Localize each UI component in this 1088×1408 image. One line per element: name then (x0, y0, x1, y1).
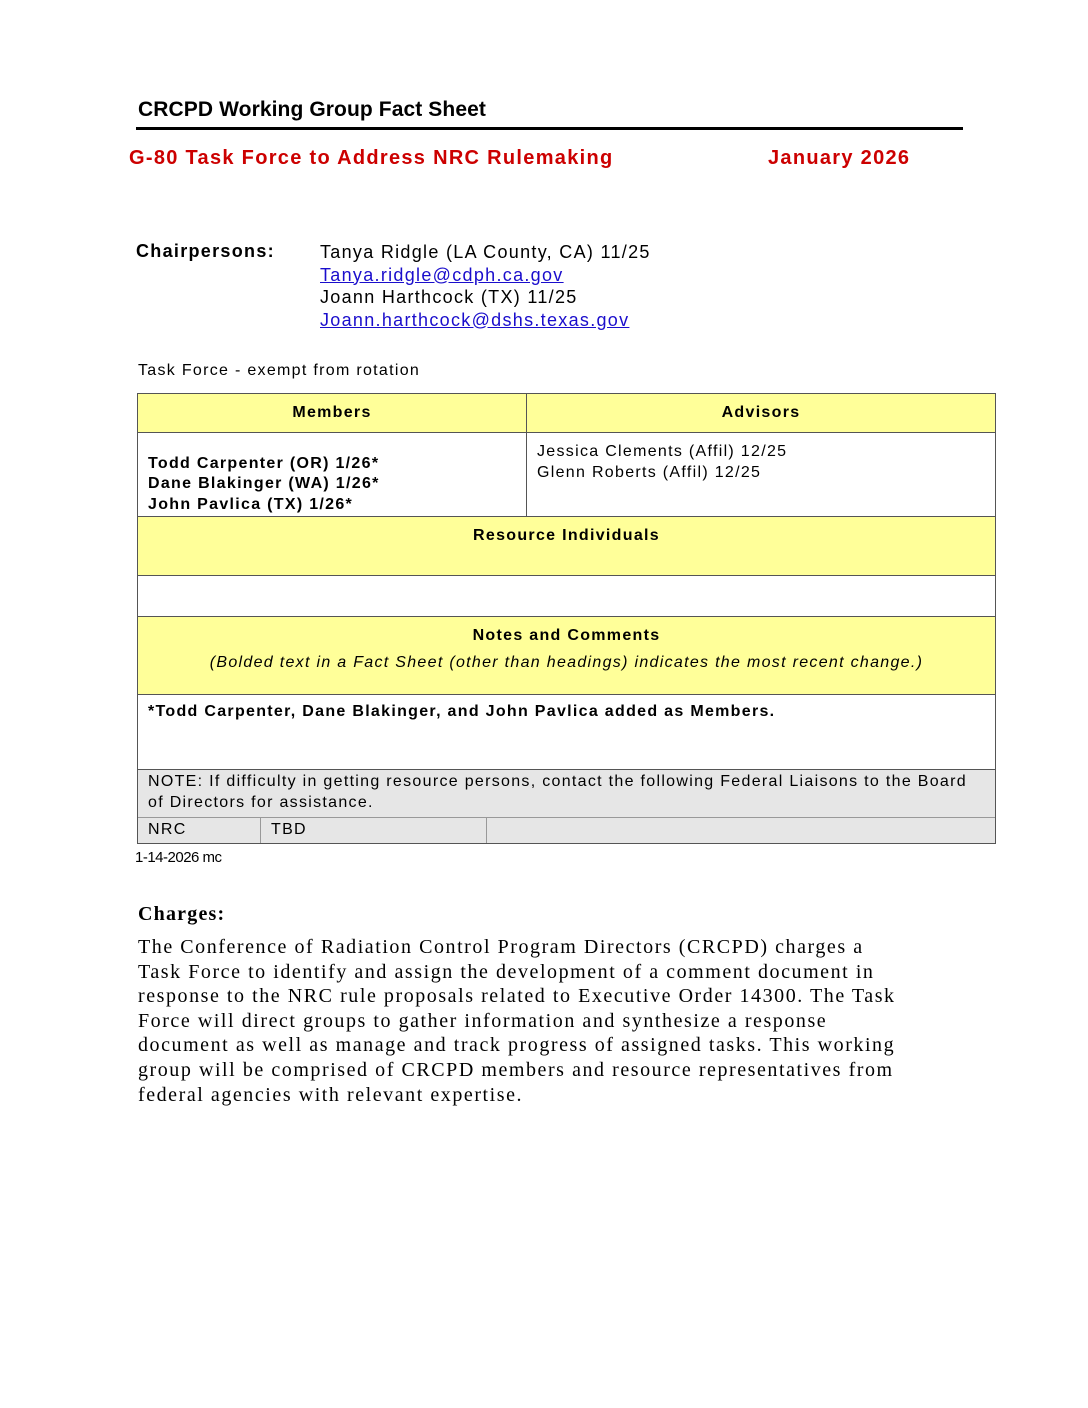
fact-sheet-title: CRCPD Working Group Fact Sheet (138, 98, 486, 121)
revision-date: 1-14-2026 mc (135, 849, 222, 866)
chairperson-name: Tanya Ridgle (LA County, CA) 11/25 (320, 242, 651, 262)
resource-individuals-cell (138, 576, 996, 617)
chairpersons-list (320, 241, 651, 331)
charges-line: document as well as manage and track progress of assigned tasks. This working (138, 1034, 896, 1057)
charges-paragraph (138, 935, 968, 1107)
charges-line: Task Force to identify and assign the development of a comment document in (138, 960, 875, 983)
member-entry: John Pavlica (TX) 1/26* (148, 495, 354, 513)
members-header: Members (138, 394, 527, 433)
advisor-entry: Jessica Clements (Affil) 12/25 (537, 443, 788, 460)
charges-line: Force will direct groups to gather information and synthesize a response (138, 1009, 828, 1032)
header-divider (136, 127, 963, 130)
charges-heading: Charges: (138, 903, 226, 925)
chairperson-email-link[interactable]: Tanya.ridgle@cdph.ca.gov (320, 264, 564, 285)
advisors-list (527, 433, 996, 517)
charges-line: response to the NRC rule proposals related to Executive Order 14300. The Task (138, 985, 896, 1008)
advisors-header: Advisors (527, 394, 996, 433)
charges-line: The Conference of Radiation Control Program Directors (CRCPD) charges a (138, 936, 864, 958)
advisor-entry: Glenn Roberts (Affil) 12/25 (537, 463, 762, 481)
chairperson-email-link[interactable]: Joann.harthcock@dshs.texas.gov (320, 309, 630, 330)
resource-individuals-header: Resource Individuals (138, 517, 996, 576)
liaison-name: TBD (261, 818, 487, 843)
notes-header-cell (138, 617, 996, 695)
member-entry: Dane Blakinger (WA) 1/26* (148, 475, 380, 492)
liaison-note: NOTE: If difficulty in getting resource persons, contact the following Federal Liaisons to the Board of Directors for assistance. (148, 773, 967, 811)
task-force-title: G-80 Task Force to Address NRC Rulemaking (129, 147, 614, 169)
notes-header: Notes and Comments (472, 627, 661, 644)
members-list (138, 433, 527, 517)
liaison-cell (138, 770, 996, 844)
charges-line: federal agencies with relevant expertise. (138, 1083, 524, 1106)
notes-subheader: (Bolded text in a Fact Sheet (other than headings) indicates the most recent change.) (209, 654, 924, 671)
charges-line: group will be comprised of CRCPD members and resource representatives from (138, 1058, 894, 1081)
liaison-extra (487, 818, 507, 843)
liaison-row (138, 817, 995, 843)
member-entry: Todd Carpenter (OR) 1/26* (148, 454, 380, 472)
chairperson-name: Joann Harthcock (TX) 11/25 (320, 287, 578, 307)
liaison-org: NRC (138, 818, 261, 843)
rotation-note: Task Force - exempt from rotation (138, 362, 421, 379)
chairpersons-label: Chairpersons: (136, 241, 275, 261)
fact-sheet-table (137, 393, 996, 844)
notes-body: *Todd Carpenter, Dane Blakinger, and John Pavlica added as Members. (138, 695, 996, 770)
fact-sheet-date: January 2026 (768, 147, 911, 169)
